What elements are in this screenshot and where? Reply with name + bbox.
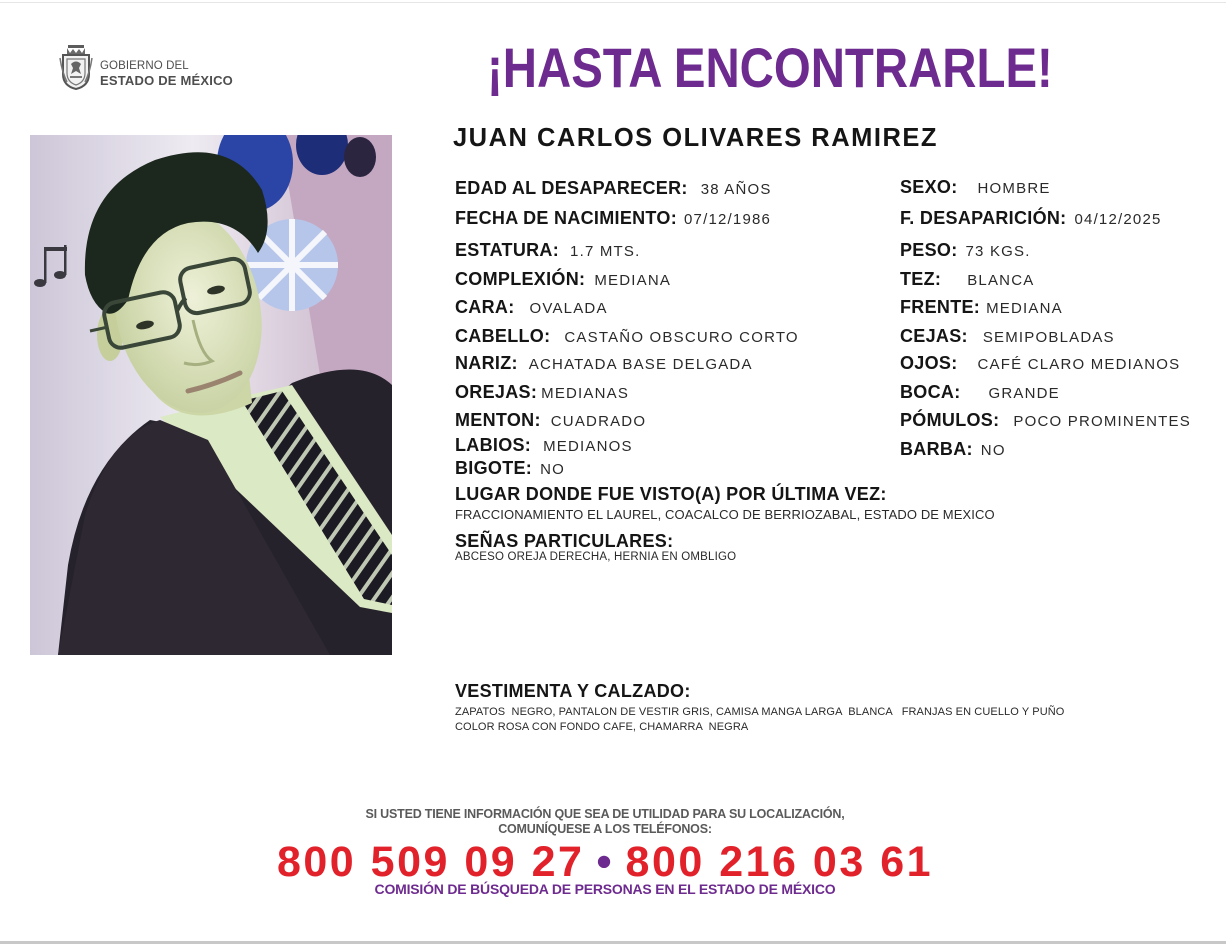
field-cheekbones <box>900 411 1191 431</box>
last-seen-location: FRACCIONAMIENTO EL LAUREL, COACALCO DE BERRIOZABAL, ESTADO DE MEXICO <box>455 507 995 522</box>
field-label: FECHA DE NACIMIENTO: <box>455 208 677 228</box>
government-line-2: ESTADO DE MÉXICO <box>100 73 233 88</box>
field-lips <box>455 436 633 456</box>
field-value: 04/12/2025 <box>1074 211 1162 228</box>
phone-number-2: 800 216 03 61 <box>625 838 934 886</box>
field-value: BLANCA <box>967 272 1035 289</box>
field-sex <box>900 178 1051 198</box>
missing-person-photo <box>30 135 392 655</box>
field-label: CABELLO: <box>455 326 551 346</box>
field-label: OREJAS: <box>455 382 538 402</box>
field-value: SEMIPOBLADAS <box>982 329 1115 346</box>
field-beard <box>900 440 1006 460</box>
field-nose <box>455 354 753 374</box>
field-value: NO <box>980 442 1006 459</box>
field-value: POCO PROMINENTES <box>1013 413 1191 430</box>
clothing-heading: VESTIMENTA Y CALZADO: <box>455 681 691 701</box>
field-ears <box>455 383 629 403</box>
clothing-line-2: COLOR ROSA CON FONDO CAFE, CHAMARRA NEGRA <box>455 721 749 733</box>
marks-heading: SEÑAS PARTICULARES: <box>455 531 674 551</box>
field-label: SEXO: <box>900 177 958 197</box>
field-label: MENTON: <box>455 410 541 430</box>
field-weight <box>900 241 1031 261</box>
agency-name: COMISIÓN DE BÚSQUEDA DE PERSONAS EN EL ESTADO DE MÉXICO <box>374 881 836 897</box>
field-label: PESO: <box>900 240 958 260</box>
field-value: MEDIANA <box>986 300 1063 317</box>
field-label: OJOS: <box>900 353 958 373</box>
field-build <box>455 270 671 290</box>
field-value: NO <box>540 461 566 478</box>
field-label: FRENTE: <box>900 297 981 317</box>
phone-number-1: 800 509 09 27 <box>276 838 585 886</box>
field-label: BOCA: <box>900 382 961 402</box>
field-height <box>455 241 640 261</box>
field-value: 73 KGS. <box>965 243 1031 260</box>
info-line-1: SI USTED TIENE INFORMACIÓN QUE SEA DE UTILIDAD PARA SU LOCALIZACIÓN, <box>365 807 845 821</box>
field-label: COMPLEXIÓN: <box>455 269 586 289</box>
field-eyebrows <box>900 327 1115 347</box>
field-label: BIGOTE: <box>455 458 533 478</box>
field-label: PÓMULOS: <box>900 410 1000 430</box>
coat-of-arms-icon <box>59 44 93 90</box>
field-hair <box>455 327 799 347</box>
field-label: BARBA: <box>900 439 973 459</box>
field-value: HOMBRE <box>977 180 1051 197</box>
field-birthdate <box>455 209 771 229</box>
field-label: LABIOS: <box>455 435 532 455</box>
field-value: 07/12/1986 <box>684 211 772 228</box>
last-seen-heading: LUGAR DONDE FUE VISTO(A) POR ÚLTIMA VEZ: <box>455 484 887 504</box>
field-face <box>455 298 608 318</box>
field-value: CASTAÑO OBSCURO CORTO <box>564 329 799 346</box>
field-value: ACHATADA BASE DELGADA <box>528 356 753 373</box>
field-label: CEJAS: <box>900 326 968 346</box>
field-label: NARIZ: <box>455 353 518 373</box>
bottom-rule <box>0 941 1226 944</box>
field-value: MEDIANA <box>594 272 672 289</box>
phone-separator: • <box>596 838 612 886</box>
phone-numbers <box>0 838 1210 886</box>
field-eyes <box>900 354 1180 374</box>
poster-title: ¡HASTA ENCONTRARLE! <box>487 36 1053 99</box>
info-line-2: COMUNÍQUESE A LOS TELÉFONOS: <box>498 822 712 836</box>
top-rule <box>0 2 1226 3</box>
government-line-1: GOBIERNO DEL <box>100 60 189 72</box>
field-value: CUADRADO <box>550 413 647 430</box>
field-label: ESTATURA: <box>455 240 560 260</box>
field-value: GRANDE <box>988 385 1060 402</box>
field-label: F. DESAPARICIÓN: <box>900 208 1067 228</box>
field-label: CARA: <box>455 297 515 317</box>
field-value: OVALADA <box>529 300 608 317</box>
person-name: JUAN CARLOS OLIVARES RAMIREZ <box>453 124 938 152</box>
field-value: 38 AÑOS <box>700 181 772 198</box>
field-label: TEZ: <box>900 269 942 289</box>
field-forehead <box>900 298 1063 318</box>
field-value: MEDIANOS <box>543 438 633 455</box>
field-value: 1.7 MTS. <box>570 243 641 260</box>
clothing-line-1: ZAPATOS NEGRO, PANTALON DE VESTIR GRIS, CAMISA MANGA LARGA BLANCA FRANJAS EN CUELLO Y PUÑO <box>455 706 1065 718</box>
field-value: CAFÉ CLARO MEDIANOS <box>977 356 1181 373</box>
field-label: EDAD AL DESAPARECER: <box>455 178 688 198</box>
marks-text: ABCESO OREJA DERECHA, HERNIA EN OMBLIGO <box>455 551 737 563</box>
field-mustache <box>455 459 565 479</box>
field-complexion <box>900 270 1034 290</box>
field-mouth <box>900 383 1060 403</box>
field-age <box>455 179 772 199</box>
field-disappearance-date <box>900 209 1162 229</box>
field-value: MEDIANAS <box>541 385 630 402</box>
field-chin <box>455 411 646 431</box>
